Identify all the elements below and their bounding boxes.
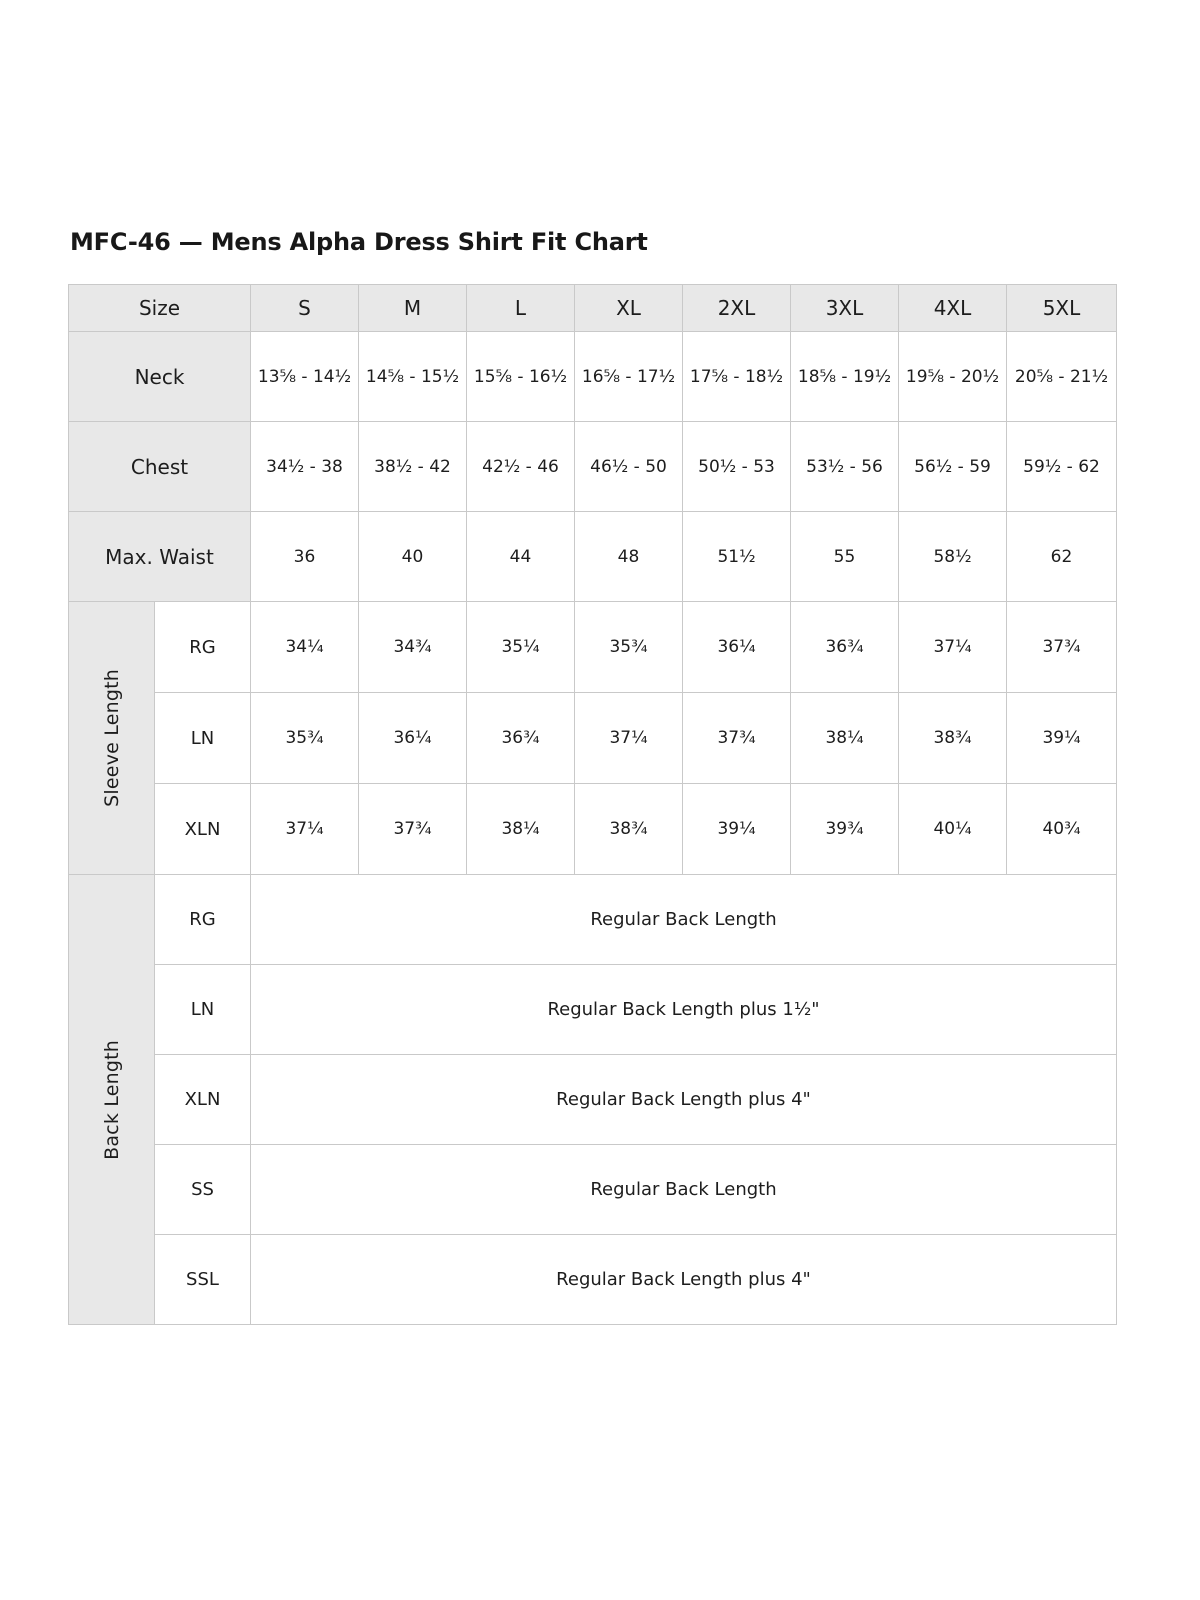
neck-xl: 16⅝ - 17½ [575, 332, 683, 422]
group-label-back-length [69, 875, 155, 1325]
column-header-s: S [251, 285, 359, 332]
chest-5xl: 59½ - 62 [1007, 422, 1117, 512]
sleeve-ln-2xl: 37¾ [683, 693, 791, 784]
column-header-5xl: 5XL [1007, 285, 1117, 332]
table-row-chest [69, 422, 1117, 512]
row-label-back-ss: SS [155, 1145, 251, 1235]
max-waist-2xl: 51½ [683, 512, 791, 602]
table-row-sleeve-xln [69, 784, 1117, 875]
row-label-sleeve-xln: XLN [155, 784, 251, 875]
group-label-sleeve-length [69, 602, 155, 875]
column-header-2xl: 2XL [683, 285, 791, 332]
row-label-sleeve-rg: RG [155, 602, 251, 693]
neck-s: 13⅝ - 14½ [251, 332, 359, 422]
back-ss-note: Regular Back Length [251, 1145, 1117, 1235]
back-xln-note: Regular Back Length plus 4" [251, 1055, 1117, 1145]
sleeve-xln-4xl: 40¼ [899, 784, 1007, 875]
neck-3xl: 18⅝ - 19½ [791, 332, 899, 422]
column-header-size: Size [69, 285, 251, 332]
sleeve-xln-3xl: 39¾ [791, 784, 899, 875]
neck-l: 15⅝ - 16½ [467, 332, 575, 422]
row-label-neck: Neck [69, 332, 251, 422]
max-waist-xl: 48 [575, 512, 683, 602]
row-label-back-ssl: SSL [155, 1235, 251, 1325]
page-title: MFC-46 — Mens Alpha Dress Shirt Fit Chart [70, 228, 648, 256]
chest-s: 34½ - 38 [251, 422, 359, 512]
table-row-back-ln [69, 965, 1117, 1055]
max-waist-4xl: 58½ [899, 512, 1007, 602]
sleeve-rg-2xl: 36¼ [683, 602, 791, 693]
sleeve-ln-4xl: 38¾ [899, 693, 1007, 784]
back-rg-note: Regular Back Length [251, 875, 1117, 965]
table-row-back-rg [69, 875, 1117, 965]
chest-m: 38½ - 42 [359, 422, 467, 512]
sleeve-xln-l: 38¼ [467, 784, 575, 875]
neck-m: 14⅝ - 15½ [359, 332, 467, 422]
row-label-chest: Chest [69, 422, 251, 512]
sleeve-ln-3xl: 38¼ [791, 693, 899, 784]
table-row-back-xln [69, 1055, 1117, 1145]
group-label-back-length-text: Back Length [100, 1039, 123, 1160]
sleeve-ln-l: 36¾ [467, 693, 575, 784]
table-row-neck [69, 332, 1117, 422]
row-label-back-ln: LN [155, 965, 251, 1055]
chest-3xl: 53½ - 56 [791, 422, 899, 512]
sleeve-xln-m: 37¾ [359, 784, 467, 875]
sleeve-rg-xl: 35¾ [575, 602, 683, 693]
row-label-sleeve-ln: LN [155, 693, 251, 784]
sleeve-ln-xl: 37¼ [575, 693, 683, 784]
sleeve-xln-s: 37¼ [251, 784, 359, 875]
table-row-sleeve-rg [69, 602, 1117, 693]
max-waist-s: 36 [251, 512, 359, 602]
fit-chart-page [68, 228, 1110, 1325]
group-label-sleeve-length-text: Sleeve Length [100, 669, 123, 807]
size-fit-chart-table [68, 284, 1117, 1325]
max-waist-m: 40 [359, 512, 467, 602]
chest-2xl: 50½ - 53 [683, 422, 791, 512]
chest-l: 42½ - 46 [467, 422, 575, 512]
back-ln-note: Regular Back Length plus 1½" [251, 965, 1117, 1055]
neck-4xl: 19⅝ - 20½ [899, 332, 1007, 422]
column-header-m: M [359, 285, 467, 332]
sleeve-xln-5xl: 40¾ [1007, 784, 1117, 875]
sleeve-rg-m: 34¾ [359, 602, 467, 693]
column-header-xl: XL [575, 285, 683, 332]
sleeve-rg-s: 34¼ [251, 602, 359, 693]
table-row-back-ssl [69, 1235, 1117, 1325]
row-label-back-rg: RG [155, 875, 251, 965]
table-header-row [69, 285, 1117, 332]
sleeve-rg-l: 35¼ [467, 602, 575, 693]
neck-5xl: 20⅝ - 21½ [1007, 332, 1117, 422]
max-waist-l: 44 [467, 512, 575, 602]
table-row-sleeve-ln [69, 693, 1117, 784]
row-label-max-waist: Max. Waist [69, 512, 251, 602]
sleeve-xln-2xl: 39¼ [683, 784, 791, 875]
chest-xl: 46½ - 50 [575, 422, 683, 512]
row-label-back-xln: XLN [155, 1055, 251, 1145]
max-waist-5xl: 62 [1007, 512, 1117, 602]
column-header-4xl: 4XL [899, 285, 1007, 332]
chest-4xl: 56½ - 59 [899, 422, 1007, 512]
neck-2xl: 17⅝ - 18½ [683, 332, 791, 422]
column-header-l: L [467, 285, 575, 332]
sleeve-rg-5xl: 37¾ [1007, 602, 1117, 693]
column-header-3xl: 3XL [791, 285, 899, 332]
sleeve-ln-m: 36¼ [359, 693, 467, 784]
sleeve-xln-xl: 38¾ [575, 784, 683, 875]
sleeve-ln-s: 35¾ [251, 693, 359, 784]
table-row-max-waist [69, 512, 1117, 602]
sleeve-rg-3xl: 36¾ [791, 602, 899, 693]
max-waist-3xl: 55 [791, 512, 899, 602]
back-ssl-note: Regular Back Length plus 4" [251, 1235, 1117, 1325]
table-row-back-ss [69, 1145, 1117, 1235]
sleeve-ln-5xl: 39¼ [1007, 693, 1117, 784]
sleeve-rg-4xl: 37¼ [899, 602, 1007, 693]
